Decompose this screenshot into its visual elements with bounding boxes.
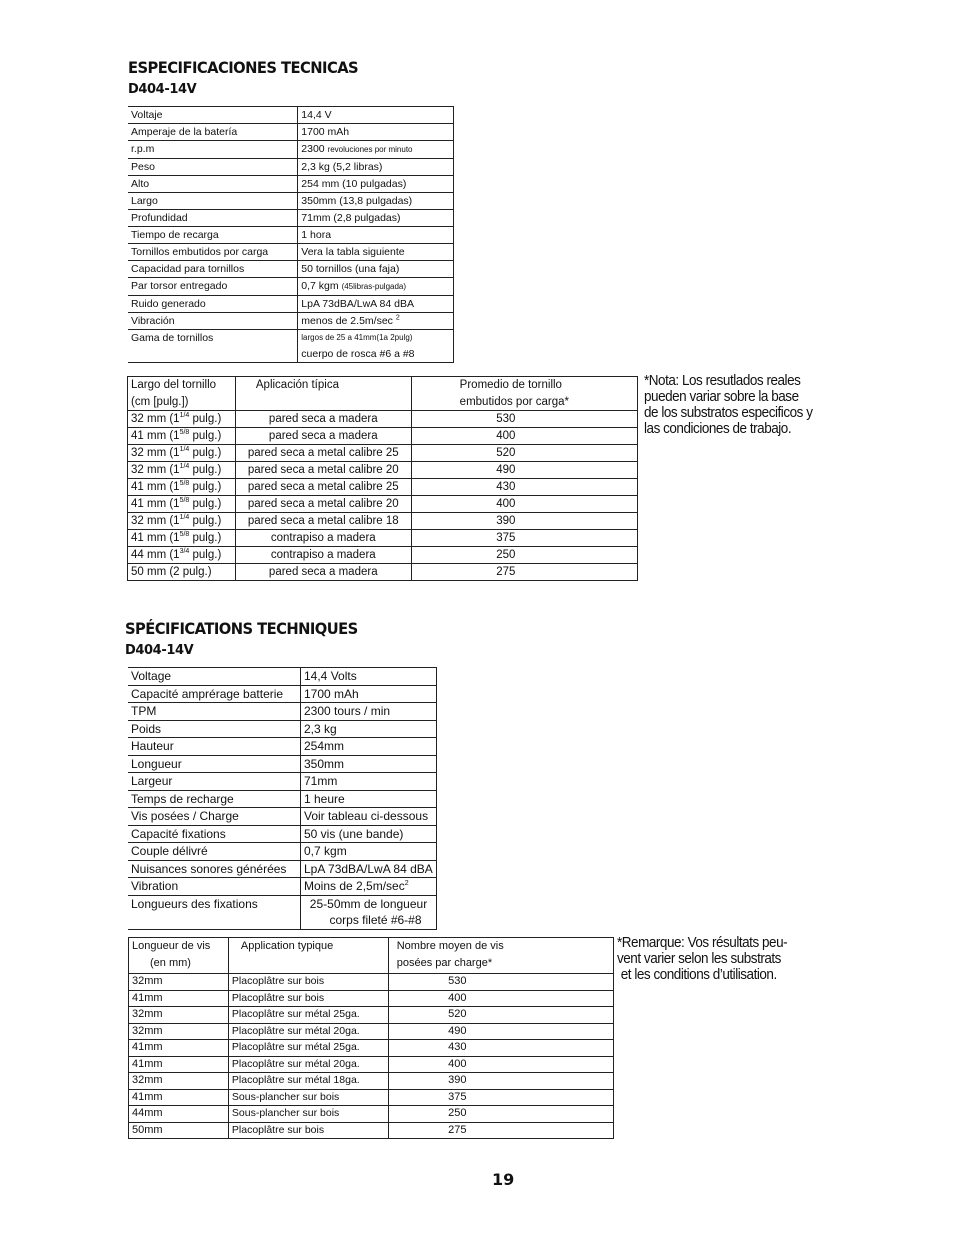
fr-spec-value bbox=[301, 843, 437, 861]
es-app-length bbox=[128, 547, 236, 564]
es-spec-label: Vibración bbox=[128, 313, 298, 330]
fr-app-average: 400 bbox=[388, 1056, 613, 1073]
fr-spec-row bbox=[128, 703, 437, 721]
es-spec-label: Tornillos embutidos por carga bbox=[128, 244, 298, 261]
es-spec-row bbox=[128, 107, 454, 124]
fr-app-application: Placoplâtre sur métal 18ga. bbox=[228, 1073, 388, 1090]
es-spec-label: Par torsor entregado bbox=[128, 278, 298, 296]
es-spec-row bbox=[128, 227, 454, 244]
fr-spec-value-text: 350mm bbox=[304, 756, 345, 771]
es-app-length-unit: pulg.) bbox=[189, 498, 222, 510]
fr-app-length: 41mm bbox=[129, 990, 229, 1007]
es-app-application: pared seca a metal calibre 25 bbox=[235, 445, 411, 462]
fr-spec-value-text: Voir tableau ci-dessous bbox=[304, 809, 429, 823]
fr-spec-value-text: 14,4 Volts bbox=[304, 669, 357, 683]
es-spec-value bbox=[298, 261, 454, 278]
es-app-length bbox=[128, 530, 236, 547]
es-spec-row bbox=[128, 210, 454, 227]
es-app-average: 520 bbox=[411, 445, 637, 462]
es-app-length-text: 41 mm (1 bbox=[131, 532, 180, 544]
es-app-application: pared seca a madera bbox=[235, 411, 411, 428]
es-app-length bbox=[128, 445, 236, 462]
es-spec-row bbox=[128, 193, 454, 210]
es-model: D404-14V bbox=[128, 82, 197, 97]
es-spec-label: Peso bbox=[128, 159, 298, 176]
fr-app-application: Placoplâtre sur bois bbox=[228, 974, 388, 991]
es-spec-value bbox=[298, 159, 454, 176]
es-spec-value-text: 350mm (13,8 pulgadas) bbox=[301, 195, 413, 207]
es-spec-value-text: LpA 73dBA/LwA 84 dBA bbox=[301, 298, 414, 310]
es-spec-value-note: (45libras-pulgada) bbox=[341, 282, 407, 291]
fr-app-average: 520 bbox=[388, 1007, 613, 1024]
fr-title: SPÉCIFICATIONS TECHNIQUES bbox=[125, 619, 358, 638]
fr-app-length: 50mm bbox=[129, 1122, 229, 1139]
es-app-average: 275 bbox=[411, 564, 637, 581]
es-spec-row bbox=[128, 176, 454, 193]
fr-spec-row bbox=[128, 773, 437, 791]
es-app-header-row bbox=[128, 377, 638, 411]
es-app-length bbox=[128, 496, 236, 513]
fr-app-length: 32mm bbox=[129, 974, 229, 991]
es-spec-value-text: Vera la tabla siguiente bbox=[301, 246, 405, 258]
es-spec-value bbox=[298, 107, 454, 124]
es-spec-value bbox=[298, 210, 454, 227]
es-spec-value bbox=[298, 141, 454, 159]
es-app-length bbox=[128, 428, 236, 445]
fr-spec-value-text: 2300 tours / min bbox=[304, 704, 391, 718]
fr-app-average: 530 bbox=[388, 974, 613, 991]
fr-spec-label: Vibration bbox=[128, 878, 301, 896]
fr-spec-label: Capacité fixations bbox=[128, 825, 301, 843]
es-spec-row bbox=[128, 124, 454, 141]
es-app-length-fraction: 5/8 bbox=[179, 480, 190, 488]
es-spec-value bbox=[298, 313, 454, 330]
es-app-length bbox=[128, 564, 236, 581]
es-app-length bbox=[128, 411, 236, 428]
es-app-average: 430 bbox=[411, 479, 637, 496]
fr-app-application: Placoplâtre sur métal 25ga. bbox=[228, 1040, 388, 1057]
fr-app-application: Placoplâtre sur métal 25ga. bbox=[228, 1007, 388, 1024]
fr-app-average: 400 bbox=[388, 990, 613, 1007]
es-spec-label: Voltaje bbox=[128, 107, 298, 124]
fr-app-average: 490 bbox=[388, 1023, 613, 1040]
es-app-length-fraction: 5/8 bbox=[179, 497, 190, 505]
es-app-application: pared seca a metal calibre 20 bbox=[235, 462, 411, 479]
fr-spec-label: Capacité amprérage batterie bbox=[128, 685, 301, 703]
fr-app-row bbox=[129, 1106, 614, 1123]
fr-spec-value-text: 2,3 kg bbox=[304, 721, 337, 736]
fr-spec-value bbox=[301, 685, 437, 703]
fr-spec-value-text: 254mm bbox=[304, 739, 345, 753]
es-app-row bbox=[128, 513, 638, 530]
fr-spec-label: Longueur bbox=[128, 755, 301, 773]
fr-app-length: 44mm bbox=[129, 1106, 229, 1123]
es-note-line: pueden variar sobre la base bbox=[644, 389, 799, 405]
es-app-row bbox=[128, 445, 638, 462]
fr-app-length: 32mm bbox=[129, 1007, 229, 1024]
fr-spec-row bbox=[128, 685, 437, 703]
fr-spec-row bbox=[128, 668, 437, 686]
es-spec-row bbox=[128, 278, 454, 296]
fr-spec-row bbox=[128, 843, 437, 861]
es-spec-value-text: 0,7 kgm bbox=[301, 280, 339, 292]
es-app-length-unit: pulg.) bbox=[189, 430, 222, 442]
fr-spec-value bbox=[301, 720, 437, 738]
fr-spec-value bbox=[301, 703, 437, 721]
fr-spec-value-text: 1700 mAh bbox=[304, 686, 359, 701]
fr-app-application: Sous-plancher sur bois bbox=[228, 1106, 388, 1123]
es-note-line: las condiciones de trabajo. bbox=[644, 421, 792, 437]
es-note bbox=[644, 373, 812, 437]
es-note-line: *Nota: Los resutlados reales bbox=[644, 373, 801, 389]
es-spec-value-text: 2,3 kg (5,2 libras) bbox=[301, 161, 383, 173]
es-app-length-fraction: 3/4 bbox=[179, 548, 190, 556]
fr-spec-row bbox=[128, 738, 437, 756]
es-app-application: pared seca a madera bbox=[235, 428, 411, 445]
fr-app-length: 32mm bbox=[129, 1023, 229, 1040]
es-spec-value-sup: 2 bbox=[395, 314, 400, 322]
fr-app-row bbox=[129, 1073, 614, 1090]
fr-app-row bbox=[129, 1089, 614, 1106]
fr-app-header-row bbox=[129, 938, 614, 974]
es-app-header-average: Promedio de tornillo embutidos por carga* bbox=[411, 377, 637, 411]
es-spec-value bbox=[298, 278, 454, 296]
fr-spec-value bbox=[301, 860, 437, 878]
fr-spec-value bbox=[301, 773, 437, 791]
fr-app-row bbox=[129, 974, 614, 991]
es-spec-label: Alto bbox=[128, 176, 298, 193]
es-spec-row bbox=[128, 244, 454, 261]
es-app-length-fraction: 1/4 bbox=[179, 463, 190, 471]
es-app-row bbox=[128, 462, 638, 479]
fr-spec-value-text: 1 heure bbox=[304, 791, 345, 806]
es-app-length-unit: pulg.) bbox=[189, 447, 222, 459]
fr-app-application: Placoplâtre sur bois bbox=[228, 990, 388, 1007]
es-app-row bbox=[128, 428, 638, 445]
es-app-length bbox=[128, 462, 236, 479]
es-note-line: de los substratos especificos y bbox=[644, 405, 813, 421]
es-app-header-application: Aplicación típica bbox=[235, 377, 411, 411]
es-spec-value bbox=[298, 227, 454, 244]
es-app-length-fraction: 1/4 bbox=[179, 514, 190, 522]
es-app-length-unit: pulg.) bbox=[189, 532, 222, 544]
es-spec-value-text: 50 tornillos (una faja) bbox=[301, 263, 400, 275]
fr-app-row bbox=[129, 1040, 614, 1057]
fr-spec-row bbox=[128, 895, 437, 929]
fr-app-application: Sous-plancher sur bois bbox=[228, 1089, 388, 1106]
es-app-application: pared seca a metal calibre 18 bbox=[235, 513, 411, 530]
fr-spec-label: Longueurs des fixations bbox=[128, 895, 301, 929]
es-app-length-unit: pulg.) bbox=[189, 549, 222, 561]
es-spec-row bbox=[128, 141, 454, 159]
es-app-length-fraction: 5/8 bbox=[179, 531, 190, 539]
es-app-average: 490 bbox=[411, 462, 637, 479]
fr-spec-label: TPM bbox=[128, 703, 301, 721]
fr-spec-value-line: 25-50mm de longueur bbox=[309, 896, 428, 911]
es-spec-row bbox=[128, 159, 454, 176]
fr-spec-value-text: 0,7 kgm bbox=[304, 844, 347, 858]
page-number: 19 bbox=[492, 1170, 515, 1189]
es-spec-label: Capacidad para tornillos bbox=[128, 261, 298, 278]
fr-spec-row bbox=[128, 808, 437, 826]
fr-spec-value-sup: 2 bbox=[404, 880, 409, 887]
fr-spec-value-text: 50 vis (une bande) bbox=[304, 826, 404, 841]
es-app-application: pared seca a metal calibre 20 bbox=[235, 496, 411, 513]
es-app-length bbox=[128, 479, 236, 496]
es-spec-value bbox=[298, 176, 454, 193]
es-app-length-fraction: 5/8 bbox=[179, 429, 190, 437]
es-spec-value bbox=[298, 193, 454, 210]
fr-note-line: vent varier selon les substrats bbox=[617, 951, 781, 967]
es-spec-label: Gama de tornillos bbox=[128, 330, 298, 363]
es-app-row bbox=[128, 530, 638, 547]
es-app-length-unit: pulg.) bbox=[189, 481, 222, 493]
es-app-average: 400 bbox=[411, 496, 637, 513]
es-app-length-text: 41 mm (1 bbox=[131, 481, 180, 493]
es-spec-label: Ruido generado bbox=[128, 296, 298, 313]
fr-spec-row bbox=[128, 878, 437, 896]
es-spec-value-text: menos de 2.5m/sec bbox=[301, 315, 393, 327]
fr-spec-label: Vis posées / Charge bbox=[128, 808, 301, 826]
es-spec-row bbox=[128, 261, 454, 278]
fr-spec-value bbox=[301, 738, 437, 756]
fr-spec-label: Voltage bbox=[128, 668, 301, 686]
es-spec-label: Amperaje de la batería bbox=[128, 124, 298, 141]
es-app-length-text: 32 mm (1 bbox=[131, 413, 180, 425]
es-app-average: 375 bbox=[411, 530, 637, 547]
fr-spec-value bbox=[301, 895, 437, 929]
es-app-length-text: 41 mm (1 bbox=[131, 430, 180, 442]
es-app-length-unit: pulg.) bbox=[189, 413, 222, 425]
es-spec-table bbox=[128, 106, 454, 363]
fr-app-length: 41mm bbox=[129, 1040, 229, 1057]
es-spec-label: Tiempo de recarga bbox=[128, 227, 298, 244]
es-spec-value bbox=[298, 124, 454, 141]
fr-spec-value-text: LpA 73dBA/LwA 84 dBA bbox=[304, 861, 433, 876]
fr-app-application: Placoplâtre sur métal 20ga. bbox=[228, 1023, 388, 1040]
es-spec-row bbox=[128, 296, 454, 313]
es-app-row bbox=[128, 496, 638, 513]
es-spec-value-text: 1700 mAh bbox=[301, 126, 350, 138]
es-app-length-text: 32 mm (1 bbox=[131, 515, 180, 527]
es-app-application: contrapiso a madera bbox=[235, 547, 411, 564]
es-spec-value bbox=[298, 244, 454, 261]
fr-spec-label: Poids bbox=[128, 720, 301, 738]
fr-model: D404-14V bbox=[125, 643, 194, 658]
fr-spec-label: Hauteur bbox=[128, 738, 301, 756]
fr-spec-value bbox=[301, 755, 437, 773]
fr-app-average: 430 bbox=[388, 1040, 613, 1057]
fr-spec-label: Largeur bbox=[128, 773, 301, 791]
es-spec-value-line: cuerpo de rosca #6 a #8 bbox=[301, 348, 415, 360]
fr-app-row bbox=[129, 1023, 614, 1040]
es-app-application: pared seca a madera bbox=[235, 564, 411, 581]
fr-app-row bbox=[129, 1122, 614, 1139]
es-app-length-text: 50 mm (2 pulg.) bbox=[131, 566, 212, 578]
es-app-header-length: Largo del tornillo (cm [pulg.]) bbox=[128, 377, 236, 411]
es-app-length-fraction: 1/4 bbox=[179, 412, 190, 420]
fr-spec-value-text: 71mm bbox=[304, 774, 338, 788]
fr-spec-row bbox=[128, 720, 437, 738]
fr-spec-value bbox=[301, 808, 437, 826]
es-app-average: 390 bbox=[411, 513, 637, 530]
es-spec-row bbox=[128, 330, 454, 363]
fr-note-line: *Remarque: Vos résultats peu- bbox=[617, 935, 788, 951]
es-app-length bbox=[128, 513, 236, 530]
es-app-length-fraction: 1/4 bbox=[179, 446, 190, 454]
es-spec-value bbox=[298, 296, 454, 313]
es-spec-row bbox=[128, 313, 454, 330]
fr-spec-label: Temps de recharge bbox=[128, 790, 301, 808]
es-app-length-unit: pulg.) bbox=[189, 515, 222, 527]
fr-spec-row bbox=[128, 790, 437, 808]
es-spec-label: r.p.m bbox=[128, 141, 298, 159]
es-app-row bbox=[128, 564, 638, 581]
fr-app-average: 375 bbox=[388, 1089, 613, 1106]
fr-app-average: 250 bbox=[388, 1106, 613, 1123]
fr-app-average: 275 bbox=[388, 1122, 613, 1139]
fr-spec-value bbox=[301, 668, 437, 686]
fr-app-row bbox=[129, 1007, 614, 1024]
es-app-row bbox=[128, 411, 638, 428]
es-spec-value-text: 71mm (2,8 pulgadas) bbox=[301, 212, 401, 224]
fr-spec-table bbox=[128, 667, 437, 930]
fr-app-application: Placoplâtre sur bois bbox=[228, 1122, 388, 1139]
fr-spec-row bbox=[128, 825, 437, 843]
fr-spec-value-text: Moins de 2,5m/sec bbox=[304, 879, 405, 893]
fr-note bbox=[617, 935, 787, 983]
es-spec-value-text: 254 mm (10 pulgadas) bbox=[301, 178, 407, 190]
fr-spec-row bbox=[128, 755, 437, 773]
es-spec-label: Largo bbox=[128, 193, 298, 210]
fr-app-row bbox=[129, 1056, 614, 1073]
es-app-average: 250 bbox=[411, 547, 637, 564]
es-app-average: 530 bbox=[411, 411, 637, 428]
fr-spec-row bbox=[128, 860, 437, 878]
fr-app-length: 32mm bbox=[129, 1073, 229, 1090]
es-app-row bbox=[128, 547, 638, 564]
es-app-row bbox=[128, 479, 638, 496]
es-spec-value-line: largos de 25 a 41mm(1a 2pulg) bbox=[301, 333, 413, 342]
es-spec-value-text: 1 hora bbox=[301, 229, 332, 241]
fr-app-average: 390 bbox=[388, 1073, 613, 1090]
es-application-table bbox=[127, 376, 638, 581]
fr-app-header-application: Application typique bbox=[228, 938, 388, 974]
es-app-length-text: 32 mm (1 bbox=[131, 464, 180, 476]
fr-app-length: 41mm bbox=[129, 1089, 229, 1106]
es-spec-value-note: revoluciones por minuto bbox=[327, 145, 413, 154]
fr-spec-label: Nuisances sonores générées bbox=[128, 860, 301, 878]
fr-app-row bbox=[129, 990, 614, 1007]
es-app-length-text: 32 mm (1 bbox=[131, 447, 180, 459]
es-spec-value-text: 14,4 V bbox=[301, 109, 332, 121]
es-app-application: contrapiso a madera bbox=[235, 530, 411, 547]
es-app-length-text: 44 mm (1 bbox=[131, 549, 180, 561]
fr-spec-value bbox=[301, 790, 437, 808]
es-app-length-unit: pulg.) bbox=[189, 464, 222, 476]
es-app-length-text: 41 mm (1 bbox=[131, 498, 180, 510]
fr-app-length: 41mm bbox=[129, 1056, 229, 1073]
es-title: ESPECIFICACIONES TECNICAS bbox=[128, 58, 359, 77]
es-app-average: 400 bbox=[411, 428, 637, 445]
es-spec-value bbox=[298, 330, 454, 363]
fr-spec-value bbox=[301, 878, 437, 896]
fr-app-header-average: Nombre moyen de vis posées par charge* bbox=[388, 938, 613, 974]
fr-application-table bbox=[128, 937, 614, 1139]
fr-app-header-length: Longueur de vis (en mm) bbox=[129, 938, 229, 974]
fr-spec-value bbox=[301, 825, 437, 843]
fr-spec-label: Couple délivré bbox=[128, 843, 301, 861]
fr-note-line: et les conditions d’utilisation. bbox=[620, 967, 777, 983]
fr-spec-value-line: corps fileté #6-#8 bbox=[329, 913, 422, 927]
es-spec-label: Profundidad bbox=[128, 210, 298, 227]
es-app-application: pared seca a metal calibre 25 bbox=[235, 479, 411, 496]
fr-app-application: Placoplâtre sur métal 20ga. bbox=[228, 1056, 388, 1073]
es-spec-value-text: 2300 bbox=[301, 143, 325, 155]
